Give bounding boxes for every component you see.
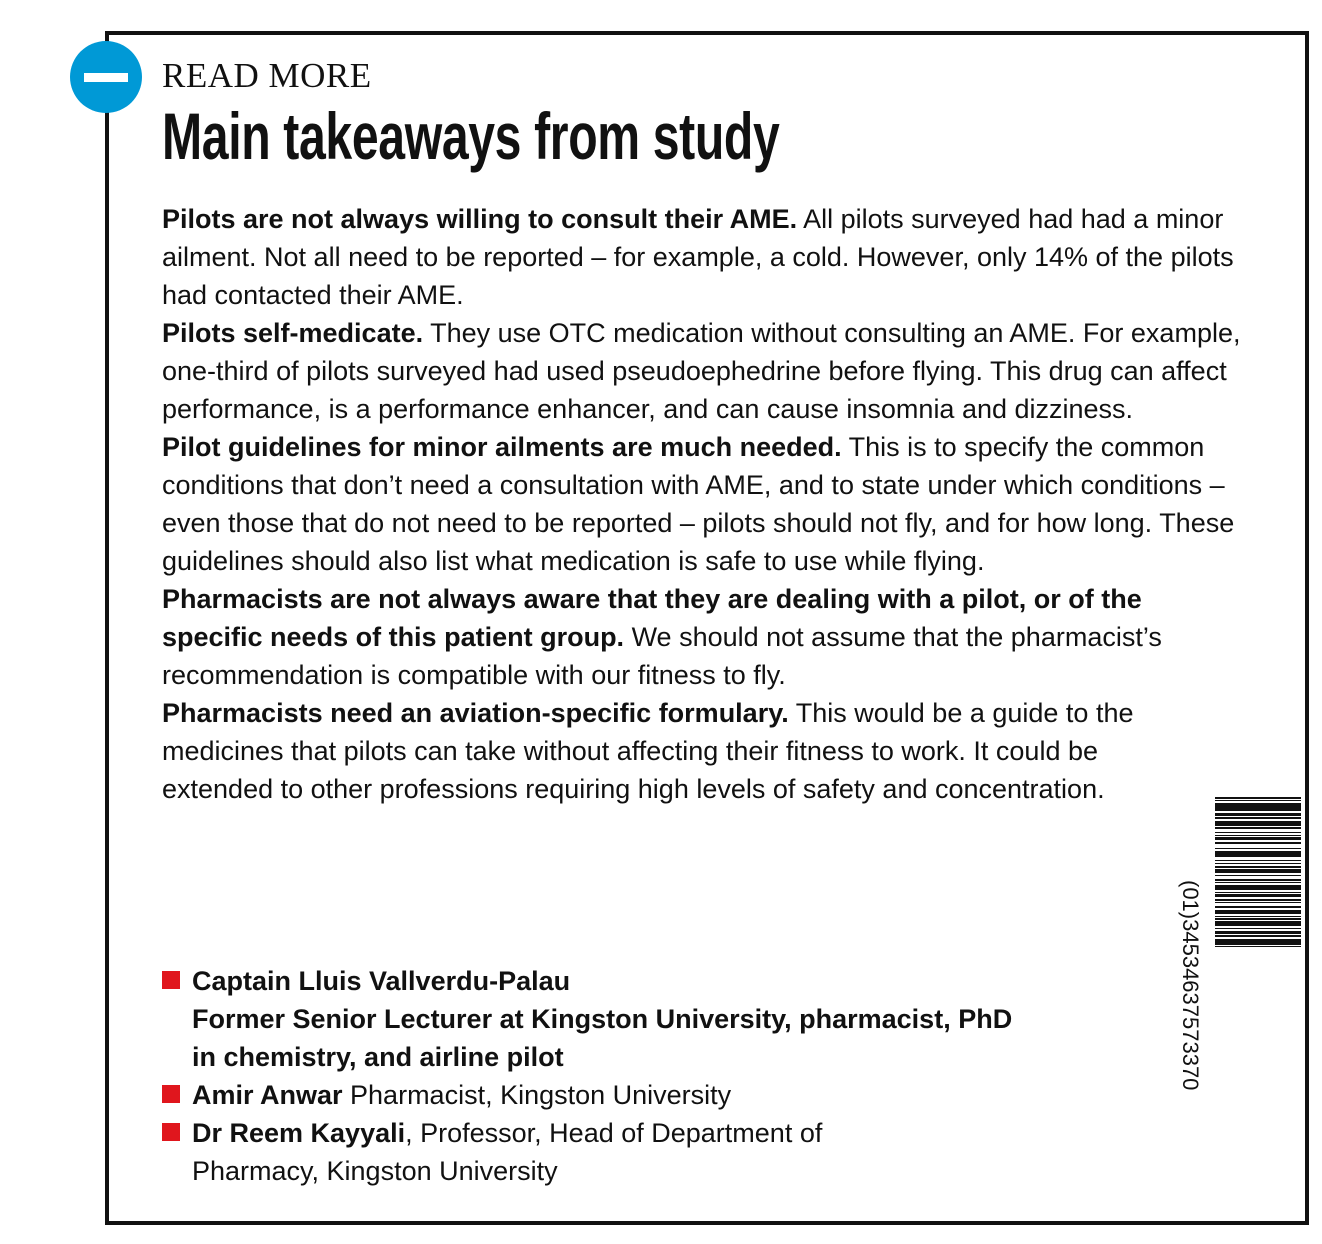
takeaway-lead: Pilots are not always willing to consult their AME.: [162, 204, 798, 234]
barcode-bar: [1215, 866, 1301, 868]
red-square-bullet-icon: [162, 971, 180, 989]
barcode-bar: [1215, 885, 1301, 890]
takeaway-text: All pilots surveyed had had a minor ailment. Not all need to be reported – for example, a cold. However, only 14% of the pilots had contacted their AME.: [162, 204, 1234, 310]
barcode: [1215, 797, 1301, 1087]
author-item: [162, 962, 1032, 1076]
barcode-bar: [1215, 851, 1301, 857]
red-square-bullet-icon: [162, 1123, 180, 1141]
takeaway-text: This is to specify the common conditions that don’t need a consultation with AME, and to state under which conditions – even those that do not need to be reported – pilots should not fly, and for how long. These guidelines should also list what medication is safe to use while flying.: [162, 432, 1235, 576]
takeaway-lead: Pharmacists need an aviation-specific formulary.: [162, 698, 789, 728]
barcode-bar: [1215, 906, 1301, 908]
author-item: [162, 1114, 952, 1190]
red-square-bullet-icon: [162, 1085, 180, 1103]
author-item: [162, 1076, 1032, 1114]
takeaway-lead: Pilots self-medicate.: [162, 318, 424, 348]
barcode-bar: [1215, 821, 1301, 826]
barcode-bar: [1215, 842, 1301, 844]
takeaways-body: [162, 200, 1274, 808]
takeaway-text: They use OTC medication without consulting an AME. For example, one-third of pilots surveyed had used pseudoephedrine before flying. This drug can affect performance, is a performance enhancer, and can cause insomnia and dizziness.: [162, 318, 1241, 424]
takeaway-paragraph: [162, 200, 1274, 314]
barcode-bar: [1215, 939, 1301, 945]
takeaway-paragraph: [162, 580, 1222, 694]
barcode-bar: [1215, 931, 1301, 934]
barcode-bar: [1215, 916, 1301, 917]
barcode-bar: [1215, 800, 1301, 801]
takeaway-paragraph: [162, 694, 1192, 808]
barcode-bar: [1215, 921, 1301, 926]
kicker: READ MORE: [162, 56, 372, 95]
barcode-bar: [1215, 827, 1301, 829]
author-name: Amir Anwar: [192, 1080, 343, 1110]
barcode-bar: [1215, 899, 1301, 901]
barcode-bar: [1215, 860, 1301, 861]
takeaway-text: We should not assume that the pharmacist’s recommendation is compatible with our fitness to fly.: [162, 622, 1162, 690]
author-list: [162, 962, 1032, 1190]
author-role: Pharmacist, Kingston University: [342, 1080, 732, 1110]
barcode-bar: [1215, 817, 1301, 819]
barcode-number: (01)34534637573370: [1178, 880, 1203, 1091]
takeaway-text: This would be a guide to the medicines that pilots can take without affecting their fitness to work. It could be extended to other professions requiring high levels of safety and concentration.: [162, 698, 1134, 804]
page-title: Main takeaways from study: [162, 99, 780, 173]
barcode-bar: [1215, 835, 1301, 836]
author-name: Captain Lluis Vallverdu-Palau: [192, 966, 571, 996]
barcode-bar: [1215, 848, 1301, 849]
author-name: Dr Reem Kayyali: [192, 1118, 406, 1148]
barcode-bar: [1215, 902, 1301, 903]
barcode-bar: [1215, 928, 1301, 929]
barcode-bar: [1215, 882, 1301, 883]
barcode-bar: [1215, 863, 1301, 864]
barcode-bar: [1215, 879, 1301, 881]
barcode-bar: [1215, 894, 1301, 897]
barcode-bar: [1215, 946, 1301, 947]
barcode-bar: [1215, 918, 1301, 920]
barcode-bar: [1215, 892, 1301, 893]
barcode-bar: [1215, 910, 1301, 914]
barcode-bar: [1215, 869, 1301, 873]
takeaway-lead: Pharmacists are not always aware that they are dealing with a pilot, or of the specific needs of this patient group.: [162, 584, 1142, 652]
takeaway-paragraph: [162, 428, 1274, 580]
author-role: Former Senior Lecturer at Kingston University, pharmacist, PhD in chemistry, and airline pilot: [192, 1004, 1013, 1072]
barcode-bar: [1215, 832, 1301, 833]
barcode-bar: [1215, 797, 1301, 799]
barcode-bar: [1215, 813, 1301, 816]
barcode-bar: [1215, 803, 1301, 811]
barcode-bar: [1215, 935, 1301, 937]
collapse-minus-icon[interactable]: [70, 41, 142, 113]
author-role: , Professor, Head of Department of Pharmacy, Kingston University: [192, 1118, 823, 1186]
takeaway-lead: Pilot guidelines for minor ailments are much needed.: [162, 432, 842, 462]
barcode-bar: [1215, 875, 1301, 876]
barcode-bar: [1215, 837, 1301, 840]
takeaway-paragraph: [162, 314, 1274, 428]
